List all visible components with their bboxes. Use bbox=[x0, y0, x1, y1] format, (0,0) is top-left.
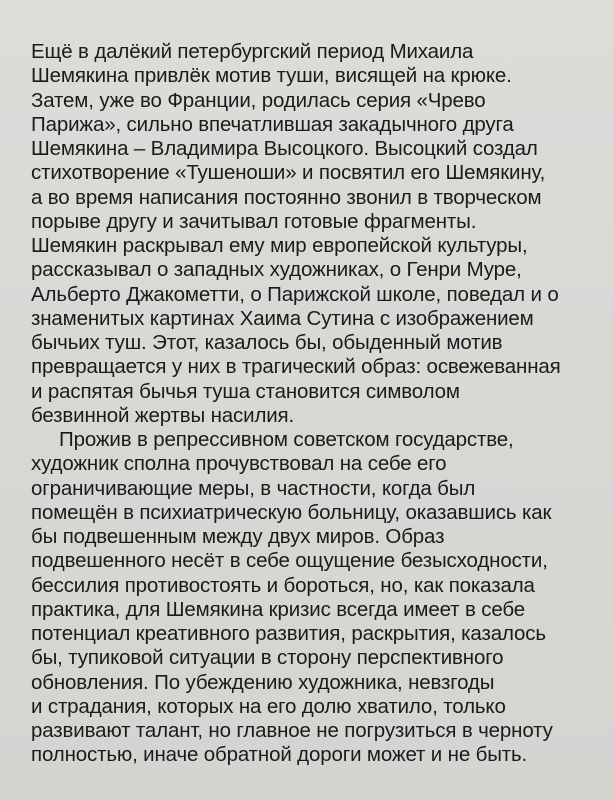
text-line: обновления. По убеждению художника, невзгоды bbox=[31, 670, 495, 694]
text-line: бычьих туш. Этот, казалось бы, обыденный мотив bbox=[31, 331, 503, 354]
text-line: Шемякин раскрывал ему мир европейской культуры, bbox=[31, 234, 528, 257]
text-line: Парижа», сильно впечатлившая закадычного друга bbox=[31, 112, 514, 136]
text-line: Прожив в репрессивном советском государстве, bbox=[59, 428, 514, 451]
text-line: полностью, иначе обратной дороги может и не быть. bbox=[31, 743, 528, 767]
text-line: Альберто Джакометти, о Парижской школе, поведал и о bbox=[31, 282, 559, 306]
text-line: и страдания, которых на его долю хватило, только bbox=[31, 694, 506, 718]
text-line: бы подвешенным между двух миров. Образ bbox=[31, 525, 445, 548]
text-line: бессилия противостоять и бороться, но, как показала bbox=[31, 573, 535, 597]
text-line: рассказывал о западных художниках, о Генри Муре, bbox=[31, 258, 522, 282]
text-line: подвешенного несёт в себе ощущение безысходности, bbox=[31, 549, 548, 573]
text-line: порыве другу и зачитывал готовые фрагменты. bbox=[31, 209, 477, 233]
text-line: ограничивающие меры, в частности, когда был bbox=[31, 476, 476, 500]
text-line: стихотворение «Тушеноши» и посвятил его Шемякину, bbox=[31, 161, 546, 185]
text-line: художник сполна прочувствовал на себе его bbox=[31, 452, 447, 476]
text-line: а во время написания постоянно звонил в творческом bbox=[31, 185, 542, 209]
text-line: безвинной жертвы насилия. bbox=[31, 403, 295, 427]
text-line: потенциал креативного развития, раскрытия, казалось bbox=[31, 622, 546, 645]
text-line: помещён в психиатрическую больницу, оказавшись как bbox=[31, 500, 552, 524]
text-line: Ещё в далёкий петербургский период Михаила bbox=[31, 40, 474, 63]
text-line: Затем, уже во Франции, родилась серия «Чрево bbox=[31, 88, 486, 112]
text-line: Шемякина привлёк мотив туши, висящей на крюке. bbox=[31, 64, 512, 88]
text-line: превращается у них в трагический образ: освежеванная bbox=[31, 355, 561, 379]
paragraph-2 bbox=[31, 428, 607, 768]
text-line: и распятая бычья туша становится символом bbox=[31, 379, 460, 403]
text-line: практика, для Шемякина кризис всегда имеет в себе bbox=[31, 597, 525, 621]
paragraph-1 bbox=[31, 40, 607, 428]
text-line: развивают талант, но главное не погрузиться в черноту bbox=[31, 719, 553, 742]
text-line: Шемякина – Владимира Высоцкого. Высоцкий создал bbox=[31, 137, 538, 160]
text-line: знаменитых картинах Хаима Сутина с изображением bbox=[31, 306, 534, 330]
text-line: бы, тупиковой ситуации в сторону перспективного bbox=[31, 646, 504, 670]
